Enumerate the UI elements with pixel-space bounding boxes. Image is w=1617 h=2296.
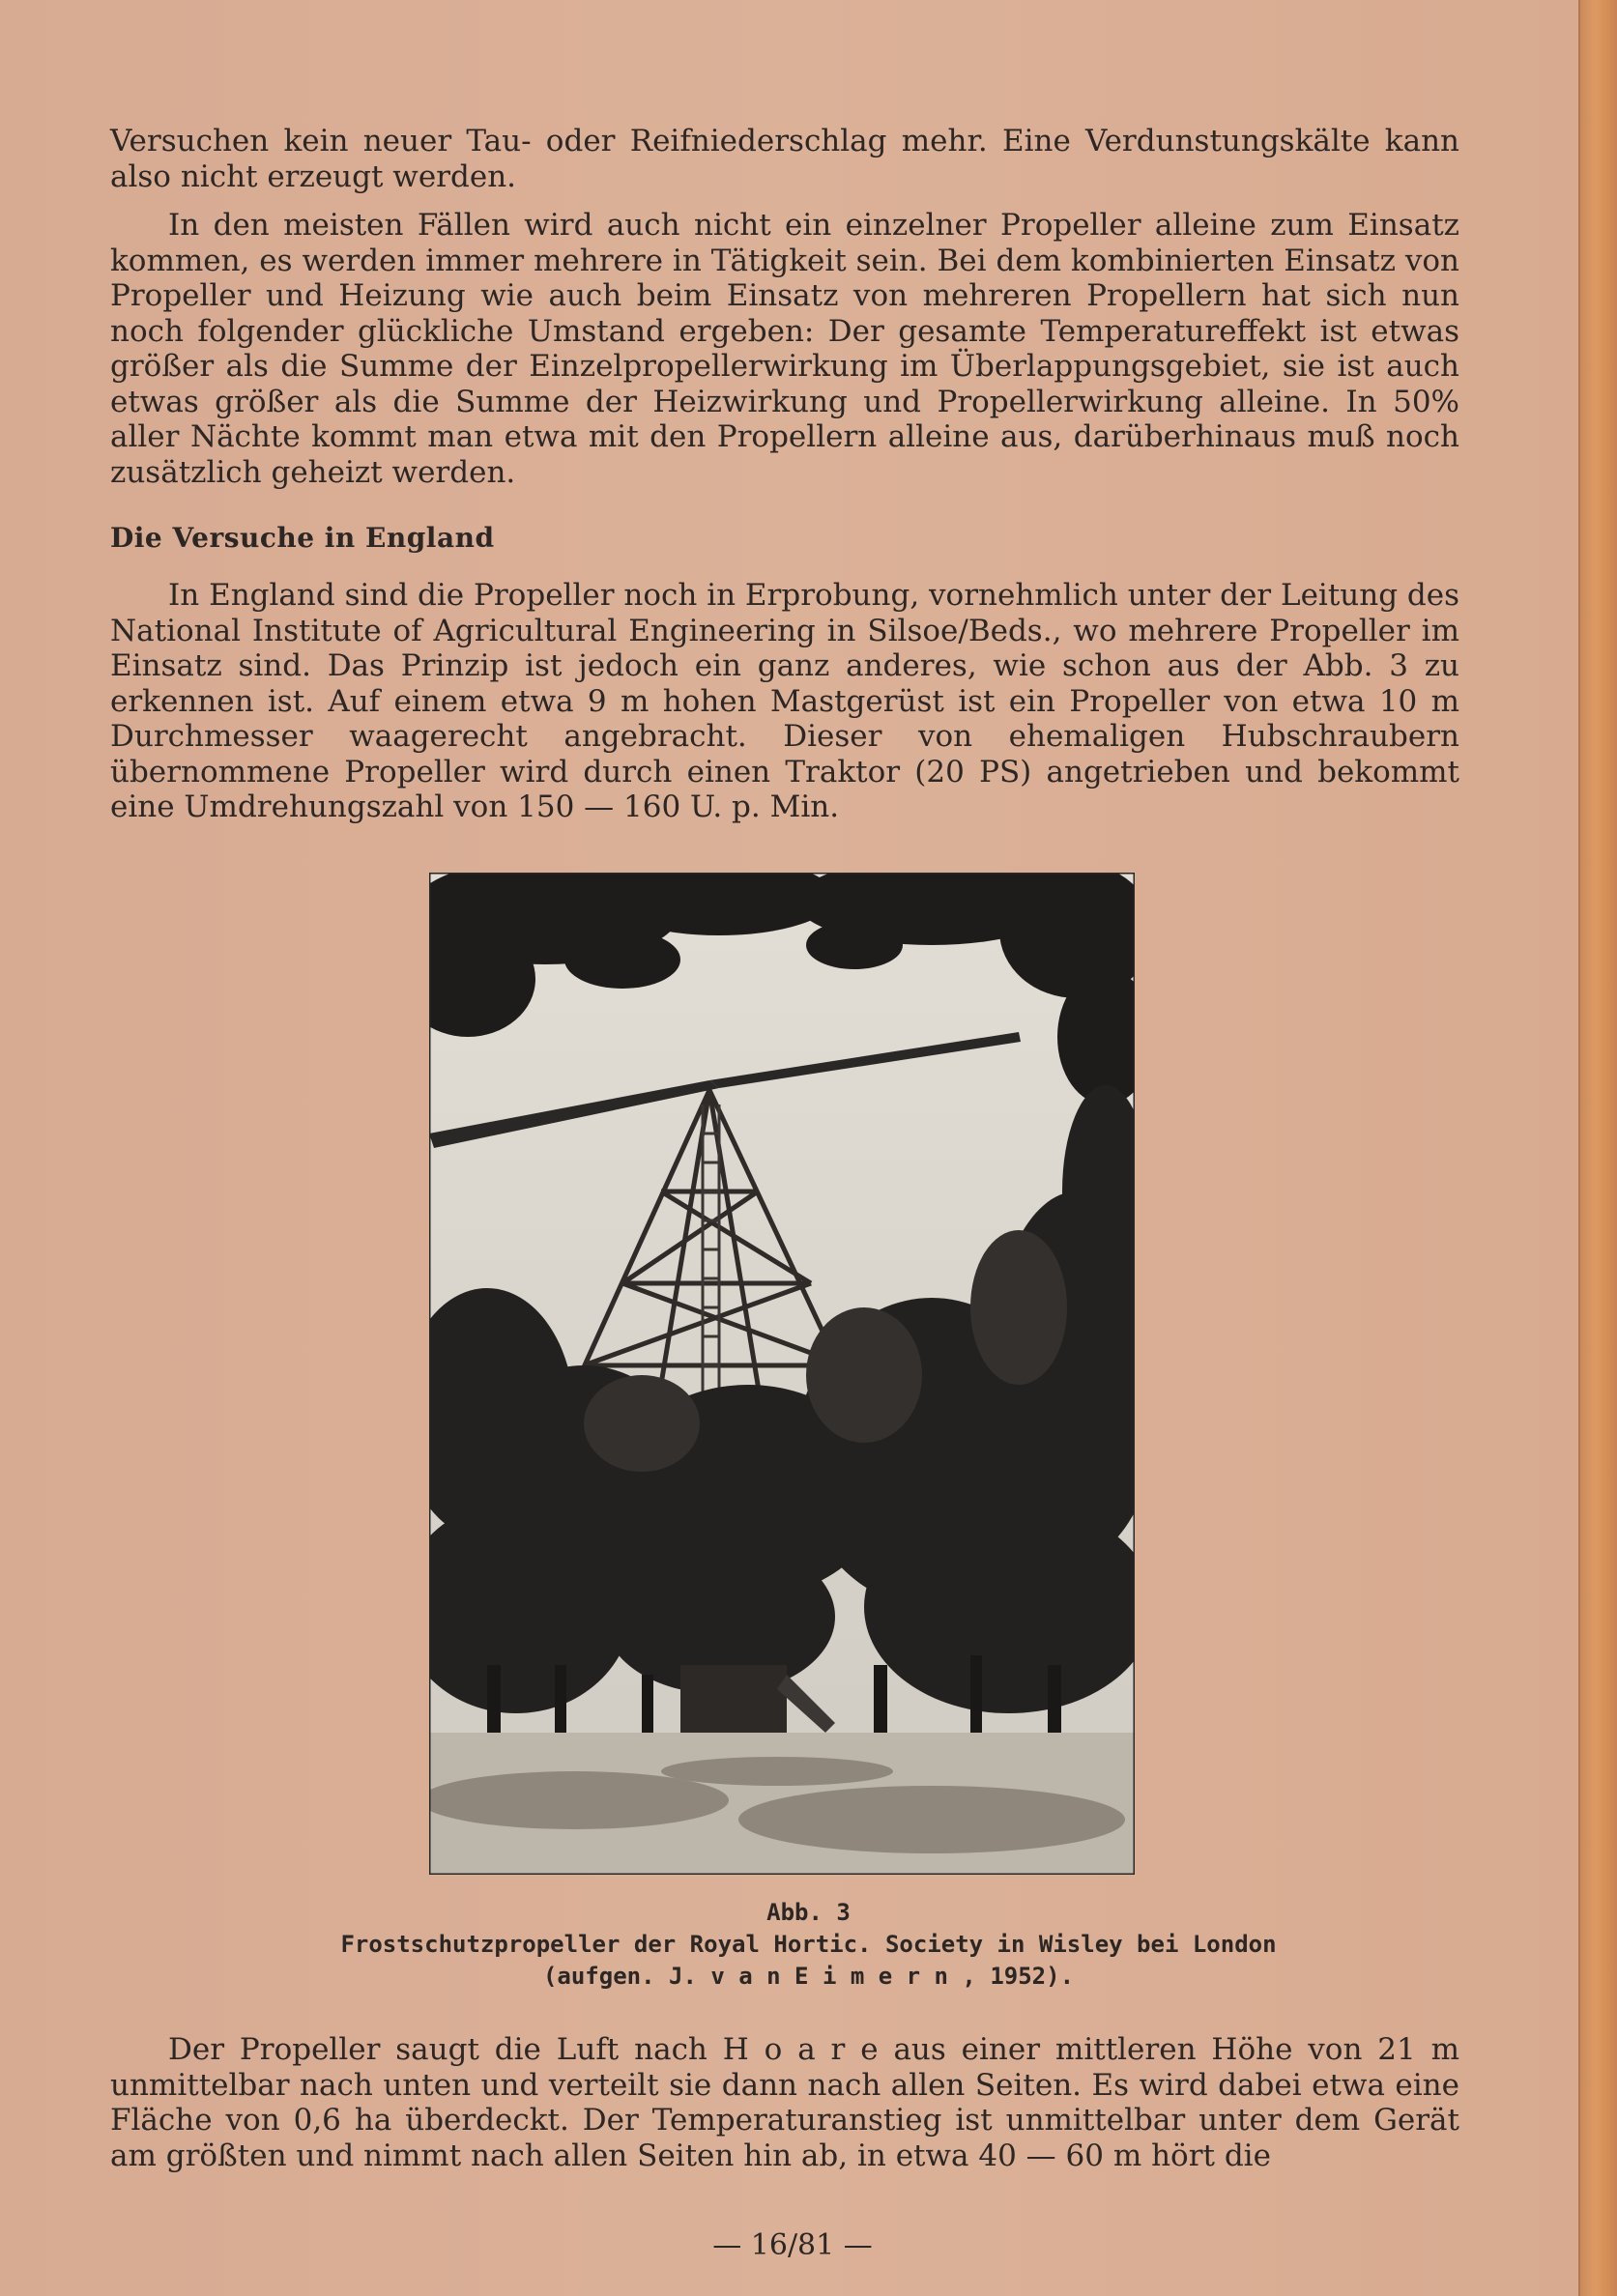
figure-caption-line2: (aufgen. J. v a n E i m e r n , 1952). — [542, 1963, 1075, 1990]
paragraph-continuation: Versuchen kein neuer Tau- oder Reifniederschlag mehr. Eine Verdunstungskälte kann also nicht erzeugt werden. — [110, 124, 1459, 194]
propeller-tower-photo — [429, 873, 1135, 1875]
bottom-text-block — [110, 2032, 1459, 2173]
paragraph-england: In England sind die Propeller noch in Erprobung, vornehmlich unter der Leitung des National Institute of Agricultural Engineering in Silsoe/Beds., wo mehrere Propeller im Einsatz sind. Das Prinzip ist jedoch ein ganz anderes, wie schon aus der Abb. 3 zu erkennen ist. Auf einem etwa 9 m hohen Mastgerüst ist ein Propeller von etwa 10 m Durchmesser waagerecht angebracht. Dieser von ehemaligen Hubschraubern übernommene Propeller wird durch einen Traktor (20 PS) angetrieben und bekommt eine Umdrehungszahl von 150 — 160 U. p. Min. — [110, 578, 1460, 824]
top-text-block — [110, 124, 1459, 490]
england-text-block — [110, 578, 1459, 825]
figure-caption-line1: Frostschutzpropeller der Royal Hortic. Society in Wisley bei London — [340, 1931, 1277, 1958]
page-number: — 16/81 — — [712, 2228, 873, 2262]
paragraph-propeller-heating: In den meisten Fällen wird auch nicht ein einzelner Propeller alleine zum Einsatz kommen, es werden immer mehrere in Tätigkeit sein. Bei dem kombinierten Einsatz von Propeller und Heizung wie auch beim Einsatz von mehreren Propellern hat sich nun noch folgender glückliche Umstand ergeben: Der gesamte Temperatureffekt ist etwas größer als die Summe der Einzelpropellerwirkung im Überlappungsgebiet, sie ist auch etwas größer als die Summe der Heizwirkung und Propellerwirkung alleine. In 50% aller Nächte kommt man etwa mit den Propellern alleine aus, darüberhinaus muß noch zusätzlich geheizt werden. — [110, 208, 1459, 490]
figure-label: Abb. 3 — [766, 1899, 851, 1926]
section-heading: Die Versuche in England — [110, 522, 495, 554]
figure-photo — [429, 873, 1135, 1875]
figure-caption — [193, 1897, 1424, 1993]
paragraph-hoare: Der Propeller saugt die Luft nach H o a r e aus einer mittleren Höhe von 21 m unmittelbar nach unten und verteilt sie dann nach allen Seiten. Es wird dabei etwa eine Fläche von 0,6 ha überdeckt. Der Temperaturanstieg ist unmittelbar unter dem Gerät am größten und nimmt nach allen Seiten hin ab, in etwa 40 — 60 m hört die — [110, 2032, 1459, 2173]
page-edge — [1580, 0, 1617, 2296]
